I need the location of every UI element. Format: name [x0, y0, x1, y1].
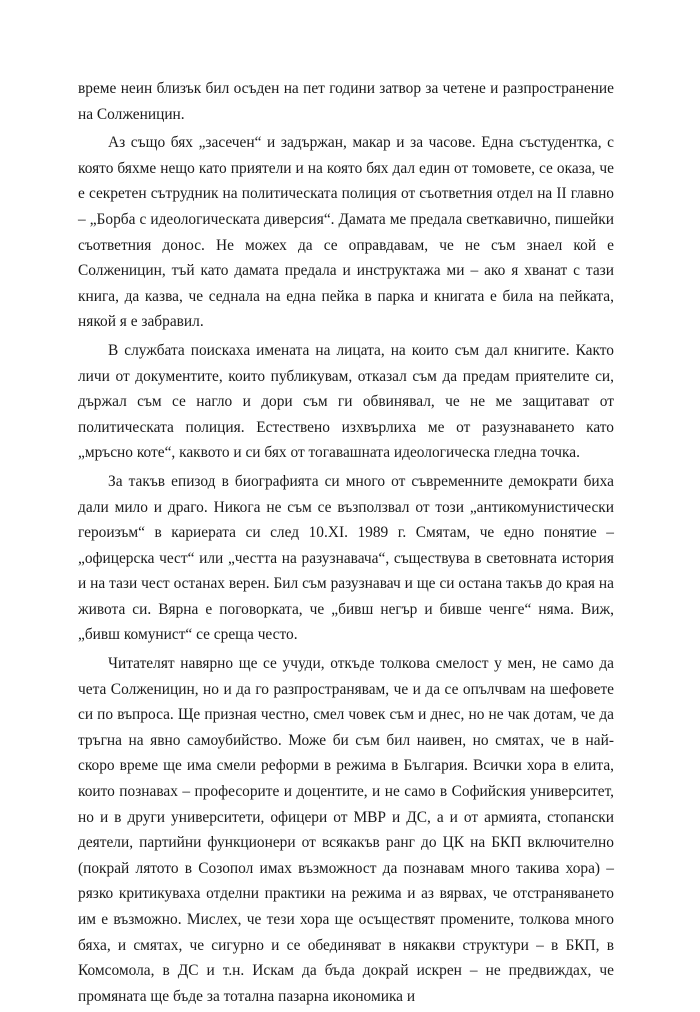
paragraph-5: Читателят навярно ще се учуди, откъде толкова смелост у мен, не само да чета Солженицин, но и да го разпространявам, че и да се опълчвам на шефовете си по въпроса. Ще призная честно, смел човек съм и днес, но не чак дотам, че да тръгна на явно самоубийство. Може би съм бил наивен, но смятах, че в най-скоро време ще има смели реформи в режима в България. Всички хора в елита, които познавах – професорите и доцентите, и не само в Софийския университет, но и в други университети, офицери от МВР и ДС, а и от армията, стопански деятели, партийни функционери от всякакъв ранг до ЦК на БКП включително (покрай лятото в Созопол имах възможност да познавам много такива хора) – рязко критикуваха отделни практики на режима и аз вярвах, че отстраняването им е възможно. Мислех, че тези хора ще осъществят промените, толкова много бяха, и смятах, че сигурно и се обединяват в някакви структури – в БКП, в Комсомола, в ДС и т.н. Искам да бъда докрай искрен – не предвиждах, че промяната ще бъде за тотална пазарна икономика и: [78, 655, 614, 1005]
paragraph-3: В службата поискаха имената на лицата, на които съм дал книгите. Както личи от документите, които публикувам, отказал съм да предам приятелите си, държал съм се нагло и дори съм ги обвинявал, че не ме защитават от политическата полиция. Естествено изхвърлиха ме от разузнаването като „мръсно коте“, каквото и си бях от тогавашната идеологическа гледна точка.: [78, 341, 614, 462]
paragraph-2: Аз също бях „засечен“ и задържан, макар и за часове. Една състудентка, с която бяхме нещо като приятели и на която бях дал един от томовете, се оказа, че е секретен сътрудник на политическата полиция от съответния отдел на II главно – „Борба с идеологическата диверсия“. Дамата ме предала светкавично, пишейки съответния донос. Не можех да се оправдавам, че не съм знаел кой е Солженицин, тъй като дамата предала и инструктажа ми – ако я хванат с тази книга, да казва, че седнала на една пейка в парка и книгата е била на пейката, някой я е забравил.: [78, 134, 614, 331]
paragraph-4: За такъв епизод в биографията си много от съвременните демократи биха дали мило и драго. Никога не съм се възползвал от този „антикомунистически героизъм“ в кариерата си след 10.XI. 1989 г. Смятам, че едно понятие – „офицерска чест“ или „честта на разузнавача“, съществува в световната история и на тази чест останах верен. Бил съм разузнавач и ще си остана такъв до края на живота си. Вярна е поговорката, че „бивш негър и бивше ченге“ няма. Виж, „бивш комунист“ се среща често.: [78, 472, 614, 644]
document-body: [78, 76, 614, 1012]
paragraph-1: време неин близък бил осъден на пет години затвор за четене и разпространение на Солженицин.: [78, 80, 614, 123]
